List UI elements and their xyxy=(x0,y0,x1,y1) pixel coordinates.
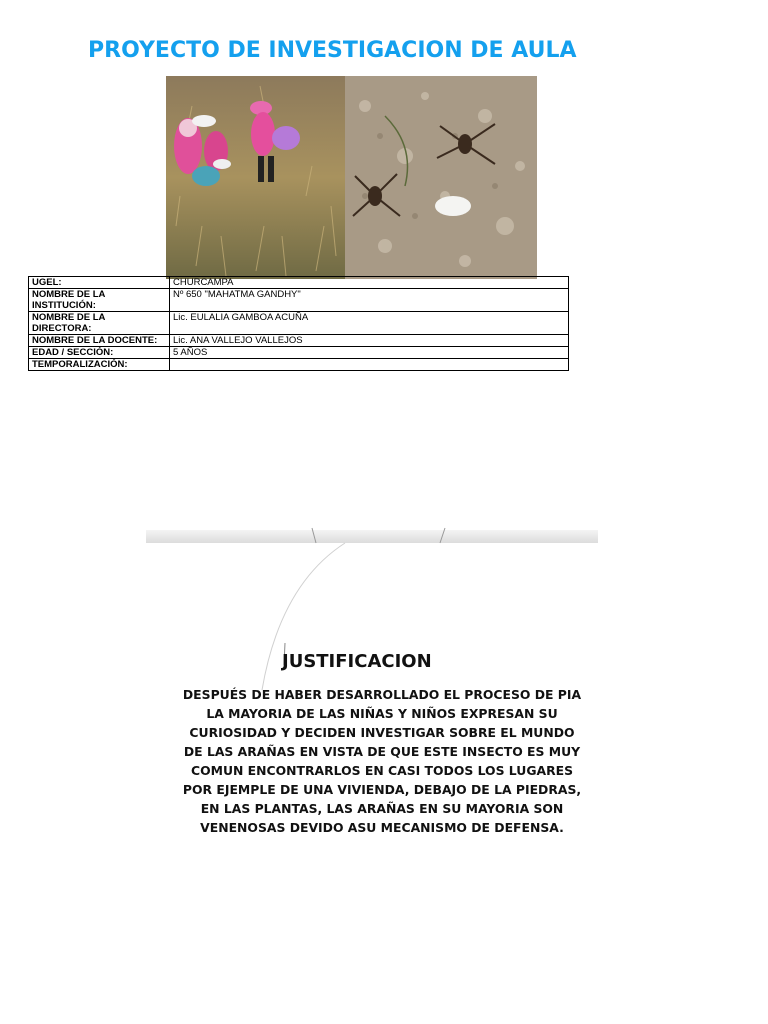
info-row xyxy=(29,277,569,289)
info-row xyxy=(29,359,569,371)
info-value: 5 AÑOS xyxy=(170,347,569,359)
justification-heading: JUSTIFICACION xyxy=(282,651,432,672)
info-value: Lic. ANA VALLEJO VALLEJOS xyxy=(170,335,569,347)
info-row xyxy=(29,335,569,347)
page-title: PROYECTO DE INVESTIGACION DE AULA xyxy=(88,38,577,63)
info-row xyxy=(29,347,569,359)
info-label: TEMPORALIZACIÓN: xyxy=(29,359,170,371)
info-table xyxy=(28,276,569,371)
info-label: UGEL: xyxy=(29,277,170,289)
info-label: NOMBRE DE LA DIRECTORA: xyxy=(29,312,170,335)
justification-paragraph: DESPUÉS DE HABER DESARROLLADO EL PROCESO DE PIA LA MAYORIA DE LAS NIÑAS Y NIÑOS EXPRESAN SU CURIOSIDAD Y DECIDEN INVESTIGAR SOBRE EL MUNDO DE LAS ARAÑAS EN VISTA DE QUE ESTE INSECTO ES MUY COMUN ENCONTRARLOS EN CASI TODOS LOS LUGARES POR EJEMPLE DE UNA VIVIENDA, DEBAJO DE LA PIEDRAS, EN LAS PLANTAS, LAS ARAÑAS EN SU MAYORIA SON VENENOSAS DEVIDO ASU MECANISMO DE DEFENSA. xyxy=(182,687,582,835)
info-label: NOMBRE DE LA INSTITUCIÓN: xyxy=(29,289,170,312)
info-value: CHURCAMPA xyxy=(170,277,569,289)
info-label: NOMBRE DE LA DOCENTE: xyxy=(29,335,170,347)
spiders-on-ground-photo xyxy=(345,76,537,279)
children-searching-field-photo xyxy=(166,76,345,279)
info-row xyxy=(29,312,569,335)
info-label: EDAD / SECCIÓN: xyxy=(29,347,170,359)
info-row xyxy=(29,289,569,312)
info-value xyxy=(170,359,569,371)
info-value: Nº 650 "MAHATMA GANDHY" xyxy=(170,289,569,312)
info-value: Lic. EULALIA GAMBOA ACUÑA xyxy=(170,312,569,335)
